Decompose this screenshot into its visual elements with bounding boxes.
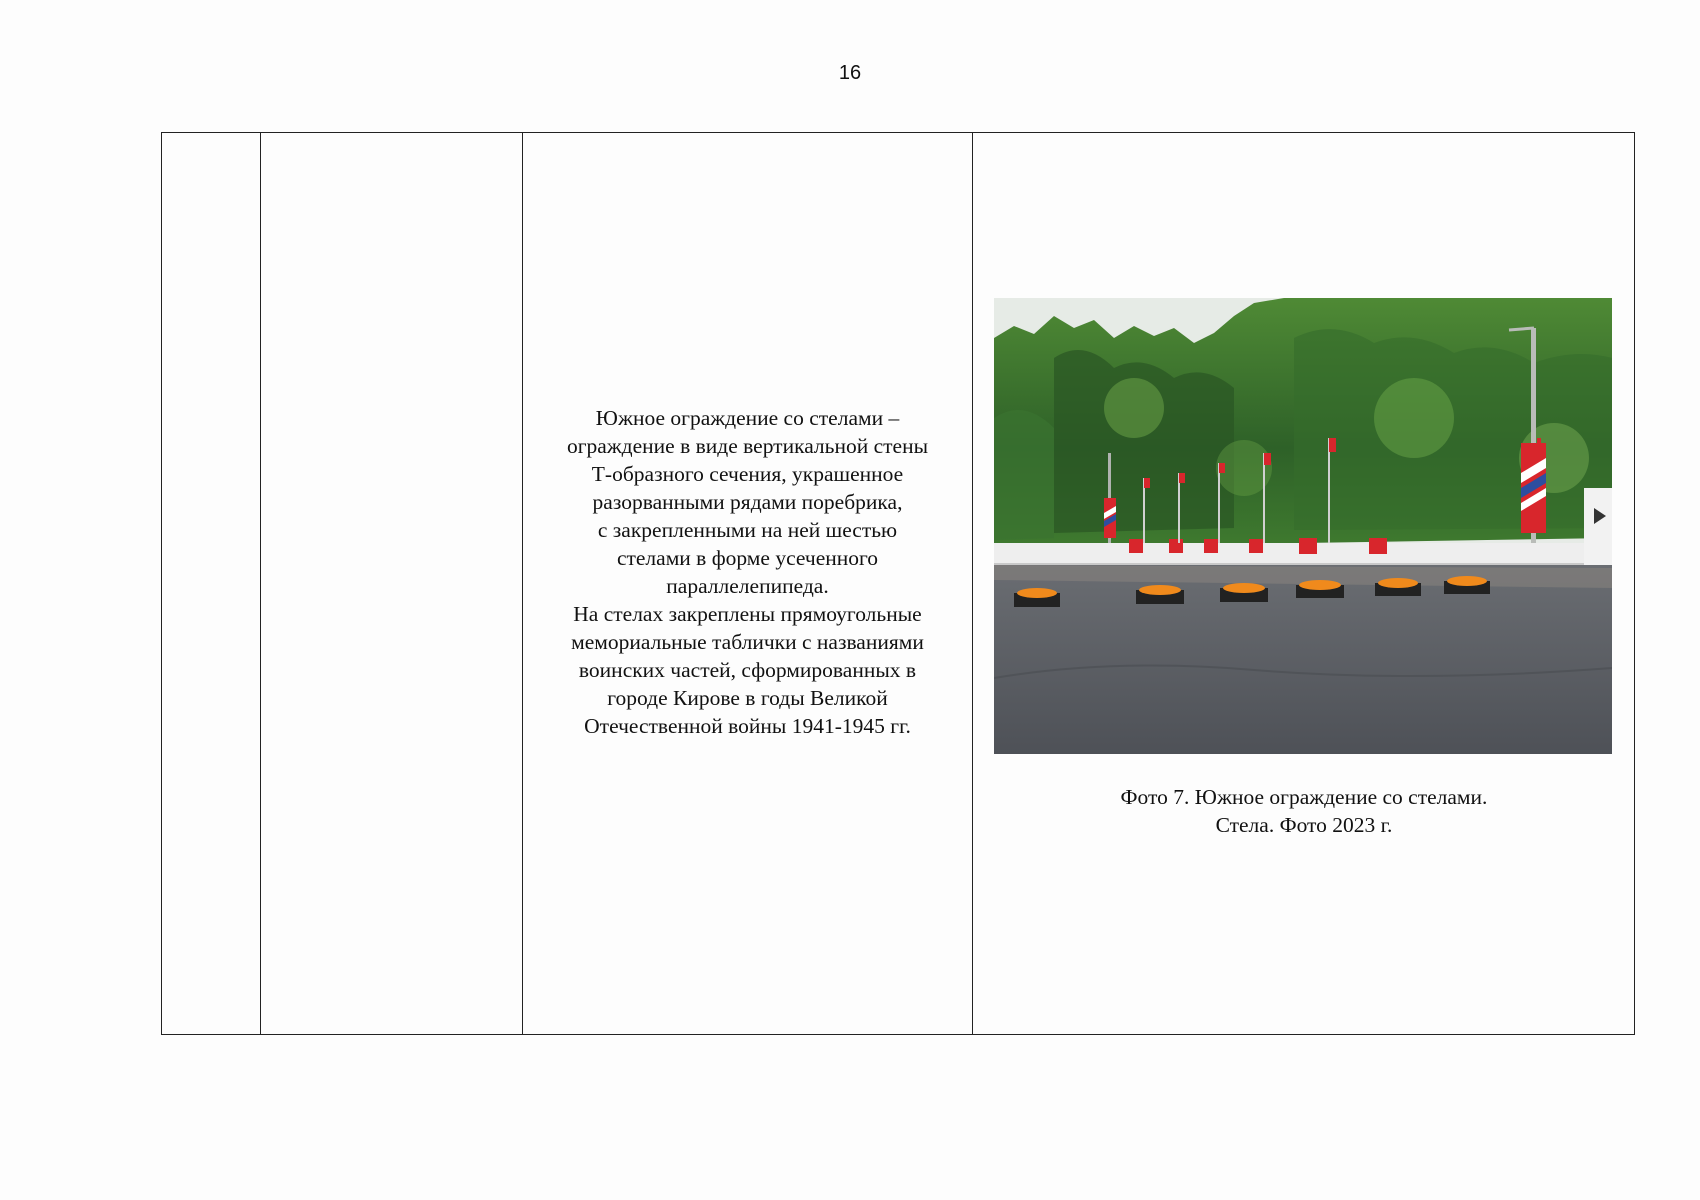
description-cell [523,133,973,1035]
description-line: Южное ограждение со стелами – [595,405,900,430]
monument [1584,488,1612,578]
description-line: Т-образного сечения, украшенное [591,461,904,486]
caption-line-1: Фото 7. Южное ограждение со стелами. [1120,785,1488,809]
memorial-photo [994,298,1612,754]
description-line: воинских частей, сформированных в [578,657,917,682]
photo-cell [973,133,1635,1035]
description-text [523,404,972,740]
description-line: стелами в форме усеченного [616,545,879,570]
description-line: городе Кирове в годы Великой [607,685,888,710]
description-line: мемориальные таблички с названиями [571,629,924,654]
description-line: разорванными рядами поребрика, [592,489,903,514]
description-line: с закрепленными на ней шестью [597,517,898,542]
description-line: ограждение в виде вертикальной стены [566,433,929,458]
name-cell [261,133,523,1035]
number-cell [162,133,261,1035]
description-line: параллелепипеда. [666,573,829,598]
description-line: Отечественной войны 1941-1945 гг. [584,713,911,738]
caption-line-2: Стела. Фото 2023 г. [1215,813,1393,837]
description-line: На стелах закреплены прямоугольные [573,601,922,626]
photo-caption [973,783,1635,839]
page-number: 16 [838,62,862,84]
content-table [161,132,1635,1035]
